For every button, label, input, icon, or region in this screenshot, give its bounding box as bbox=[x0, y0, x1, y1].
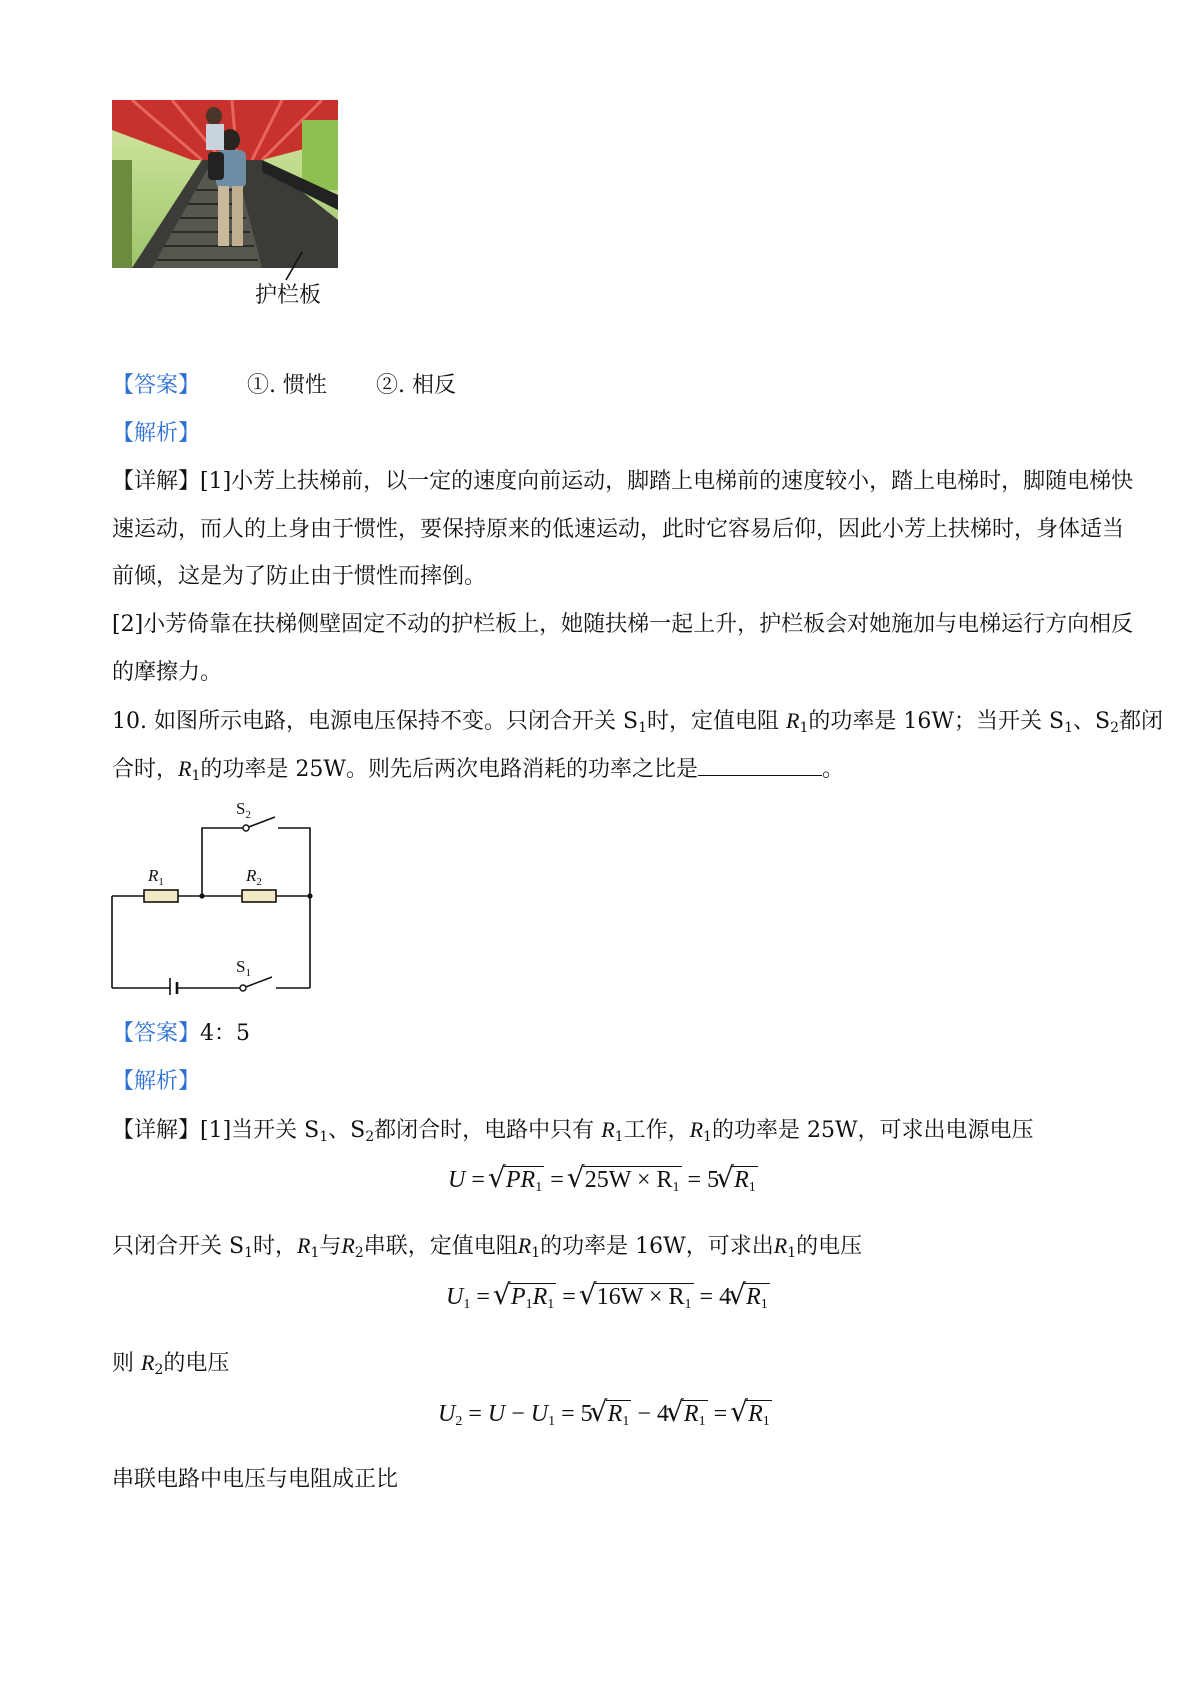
q9-detail-line2: 速运动，而人的上身由于惯性，要保持原来的低速运动，此时它容易后仰，因此小芳上扶梯时，身体适当 bbox=[112, 517, 1125, 542]
q9-detail-line1 bbox=[112, 468, 1134, 496]
q10-answer-line bbox=[112, 1020, 1092, 1048]
answer-tag: 【答案】 bbox=[112, 1021, 201, 1046]
eq-var: PR bbox=[505, 1167, 536, 1193]
analysis-tag: 【解析】 bbox=[112, 1069, 201, 1094]
eq-var: U bbox=[446, 1284, 464, 1310]
detail-text: 串联，定值电阻 bbox=[363, 1234, 518, 1259]
label-sub: 1 bbox=[245, 967, 251, 979]
sqrt: √ $R_1$ bbox=[682, 1400, 708, 1428]
detail-text: 工作， bbox=[623, 1118, 690, 1143]
answer-blank bbox=[698, 755, 822, 776]
q10-detail-line3 bbox=[112, 1349, 1092, 1378]
q9-detail-line3: 前倾，这是为了防止由于惯性而摔倒。 bbox=[112, 564, 487, 589]
sqrt: √ $R_1$ bbox=[732, 1166, 758, 1194]
detail-text: 、S bbox=[328, 1118, 366, 1143]
answer-value: 4：5 bbox=[200, 1021, 251, 1046]
equation-2: $U_1$ = √ $P_1R_1$ = √ $16W \times R_1 = 4√$ $R_1$ bbox=[446, 1283, 770, 1311]
eq-coef: 5 bbox=[707, 1167, 720, 1193]
subscript: 2 bbox=[154, 1362, 164, 1378]
answer-item-1: ①. 惯性 bbox=[247, 373, 328, 398]
eq-var: U bbox=[530, 1401, 549, 1427]
resistor-r1 bbox=[144, 890, 178, 902]
label-sub: 2 bbox=[256, 876, 262, 888]
q10-detail-line1 bbox=[112, 1116, 1092, 1145]
detail-text: 则 bbox=[112, 1351, 135, 1376]
subscript: 1 bbox=[787, 1245, 797, 1261]
label-sub: 2 bbox=[245, 809, 251, 821]
sqrt: √ $25W \times R_1$ bbox=[583, 1166, 682, 1194]
stem-text: 都闭 bbox=[1118, 709, 1163, 734]
eq-var: U bbox=[487, 1401, 506, 1427]
var-r: R bbox=[786, 708, 800, 733]
detail-text: 只闭合开关 S bbox=[112, 1234, 245, 1259]
analysis-tag: 【解析】 bbox=[112, 421, 201, 446]
detail-text: 与 bbox=[319, 1234, 342, 1259]
circuit-diagram bbox=[100, 795, 330, 995]
eq-var: P bbox=[510, 1284, 526, 1310]
detail-text: 的功率是 16W，可求出 bbox=[540, 1234, 774, 1259]
detail-tag: 【详解】 bbox=[112, 469, 201, 494]
subscript: 1 bbox=[614, 1129, 624, 1145]
switch-s2-contact bbox=[243, 825, 249, 831]
subscript: 2 bbox=[354, 1245, 364, 1261]
escalator-photo bbox=[112, 100, 338, 268]
equation-1: U = √ $PR_1$ = √ $25W \times R_1 = 5√$ $R_1$ bbox=[448, 1166, 758, 1194]
var-r: R bbox=[601, 1117, 615, 1142]
label-sub: 1 bbox=[158, 876, 164, 888]
switch-s1-contact bbox=[240, 985, 246, 991]
subscript: 1 bbox=[310, 1245, 320, 1261]
label-s2: S bbox=[236, 799, 246, 818]
detail-text: 都闭合时，电路中只有 bbox=[374, 1118, 595, 1143]
equation-3: $U_2 = U - U_1 = 5√$ $R_1 - 4√$ $R_1$ = √ $R_1$ bbox=[438, 1400, 772, 1428]
sqrt: √ $R_1$ bbox=[606, 1400, 632, 1428]
detail-tag: 【详解】 bbox=[112, 1118, 201, 1143]
stem-text: 时，定值电阻 bbox=[647, 709, 780, 734]
sqrt: √ $R_1$ bbox=[746, 1400, 772, 1428]
eq-var: U bbox=[438, 1401, 456, 1427]
q10-stem-line1 bbox=[112, 707, 1163, 736]
q10-detail-line2 bbox=[112, 1232, 1092, 1261]
detail-text: [1]当开关 S bbox=[200, 1118, 320, 1143]
figure-caption: 护栏板 bbox=[255, 283, 322, 308]
answer-tag: 【答案】 bbox=[112, 373, 201, 398]
subscript: 1 bbox=[244, 1245, 253, 1261]
stem-text: 的功率是 16W；当开关 S bbox=[808, 709, 1065, 734]
detail-text: 的电压 bbox=[796, 1234, 863, 1259]
answer-item-2: ②. 相反 bbox=[376, 373, 457, 398]
sqrt: √ $P_1R_1$ bbox=[509, 1283, 556, 1311]
eq-text: 25W × R bbox=[584, 1167, 673, 1193]
var-r: R bbox=[341, 1233, 355, 1258]
subscript: 1 bbox=[319, 1129, 329, 1145]
svg-text:S2 bbox=[236, 799, 251, 821]
subscript: 1 bbox=[703, 1129, 712, 1145]
var-r: R bbox=[297, 1233, 311, 1258]
question-number: 10. bbox=[112, 709, 147, 734]
detail-text: 的功率是 25W，可求出电源电压 bbox=[711, 1118, 1034, 1143]
subscript: 1 bbox=[799, 720, 809, 736]
wire bbox=[278, 828, 310, 896]
sqrt: √ $16W \times R_1$ bbox=[595, 1283, 694, 1311]
detail-text: 的电压 bbox=[163, 1351, 230, 1376]
svg-text:R1 bbox=[147, 866, 164, 888]
var-r: R bbox=[689, 1117, 704, 1142]
subscript: 1 bbox=[191, 768, 201, 784]
sqrt: √ $R_1$ bbox=[744, 1283, 770, 1311]
subscript: 1 bbox=[638, 720, 647, 736]
resistor-r2 bbox=[242, 890, 276, 902]
eq-text: 16W × R bbox=[596, 1284, 685, 1310]
eq-var: R bbox=[746, 1284, 761, 1310]
label-s1: S bbox=[236, 957, 246, 976]
eq-var: R bbox=[734, 1167, 749, 1193]
q10-stem-line2 bbox=[112, 755, 1092, 784]
stem-text: 的功率是 25W。则先后两次电路消耗的功率之比是 bbox=[200, 757, 698, 782]
stem-text: 。 bbox=[822, 757, 845, 782]
q10-detail-line4: 串联电路中电压与电阻成正比 bbox=[112, 1467, 399, 1492]
var-r: R bbox=[773, 1233, 788, 1258]
subscript: 2 bbox=[1110, 720, 1119, 736]
var-r: R bbox=[517, 1233, 532, 1258]
sqrt: √ $PR_1$ bbox=[504, 1166, 544, 1194]
detail-text: 时， bbox=[253, 1234, 298, 1259]
junction-node bbox=[199, 893, 204, 898]
label-r1: R bbox=[148, 866, 159, 885]
junction-node bbox=[307, 893, 312, 898]
eq-var: U bbox=[448, 1167, 466, 1193]
var-r: R bbox=[141, 1350, 155, 1375]
svg-text:S1 bbox=[236, 957, 251, 979]
stem-text: 如图所示电路，电源电压保持不变。只闭合开关 S bbox=[154, 709, 639, 734]
subscript: 2 bbox=[365, 1129, 375, 1145]
q9-detail2-line1: [2]小芳倚靠在扶梯侧壁固定不动的护栏板上，她随扶梯一起上升，护栏板会对她施加与电梯运行方向相反 bbox=[112, 612, 1134, 637]
stem-text: 合时， bbox=[112, 757, 179, 782]
subscript: 1 bbox=[531, 1245, 541, 1261]
q9-detail2-line2: 的摩擦力。 bbox=[112, 660, 223, 685]
stem-text: 、S bbox=[1072, 709, 1111, 734]
eq-coef: 4 bbox=[656, 1401, 669, 1427]
eq-coef: 4 bbox=[719, 1284, 732, 1310]
label-r2: R bbox=[246, 866, 257, 885]
eq-var: R bbox=[532, 1284, 548, 1310]
var-r: R bbox=[178, 756, 192, 781]
q9-answer-line bbox=[112, 372, 1092, 400]
wire bbox=[202, 828, 246, 896]
svg-text:R2 bbox=[245, 866, 262, 888]
subscript: 1 bbox=[1064, 720, 1073, 736]
detail-text: [1]小芳上扶梯前，以一定的速度向前运动，脚踏上电梯前的速度较小，踏上电梯时，脚随电梯快 bbox=[200, 469, 1134, 494]
eq-coef: 5 bbox=[580, 1401, 593, 1427]
